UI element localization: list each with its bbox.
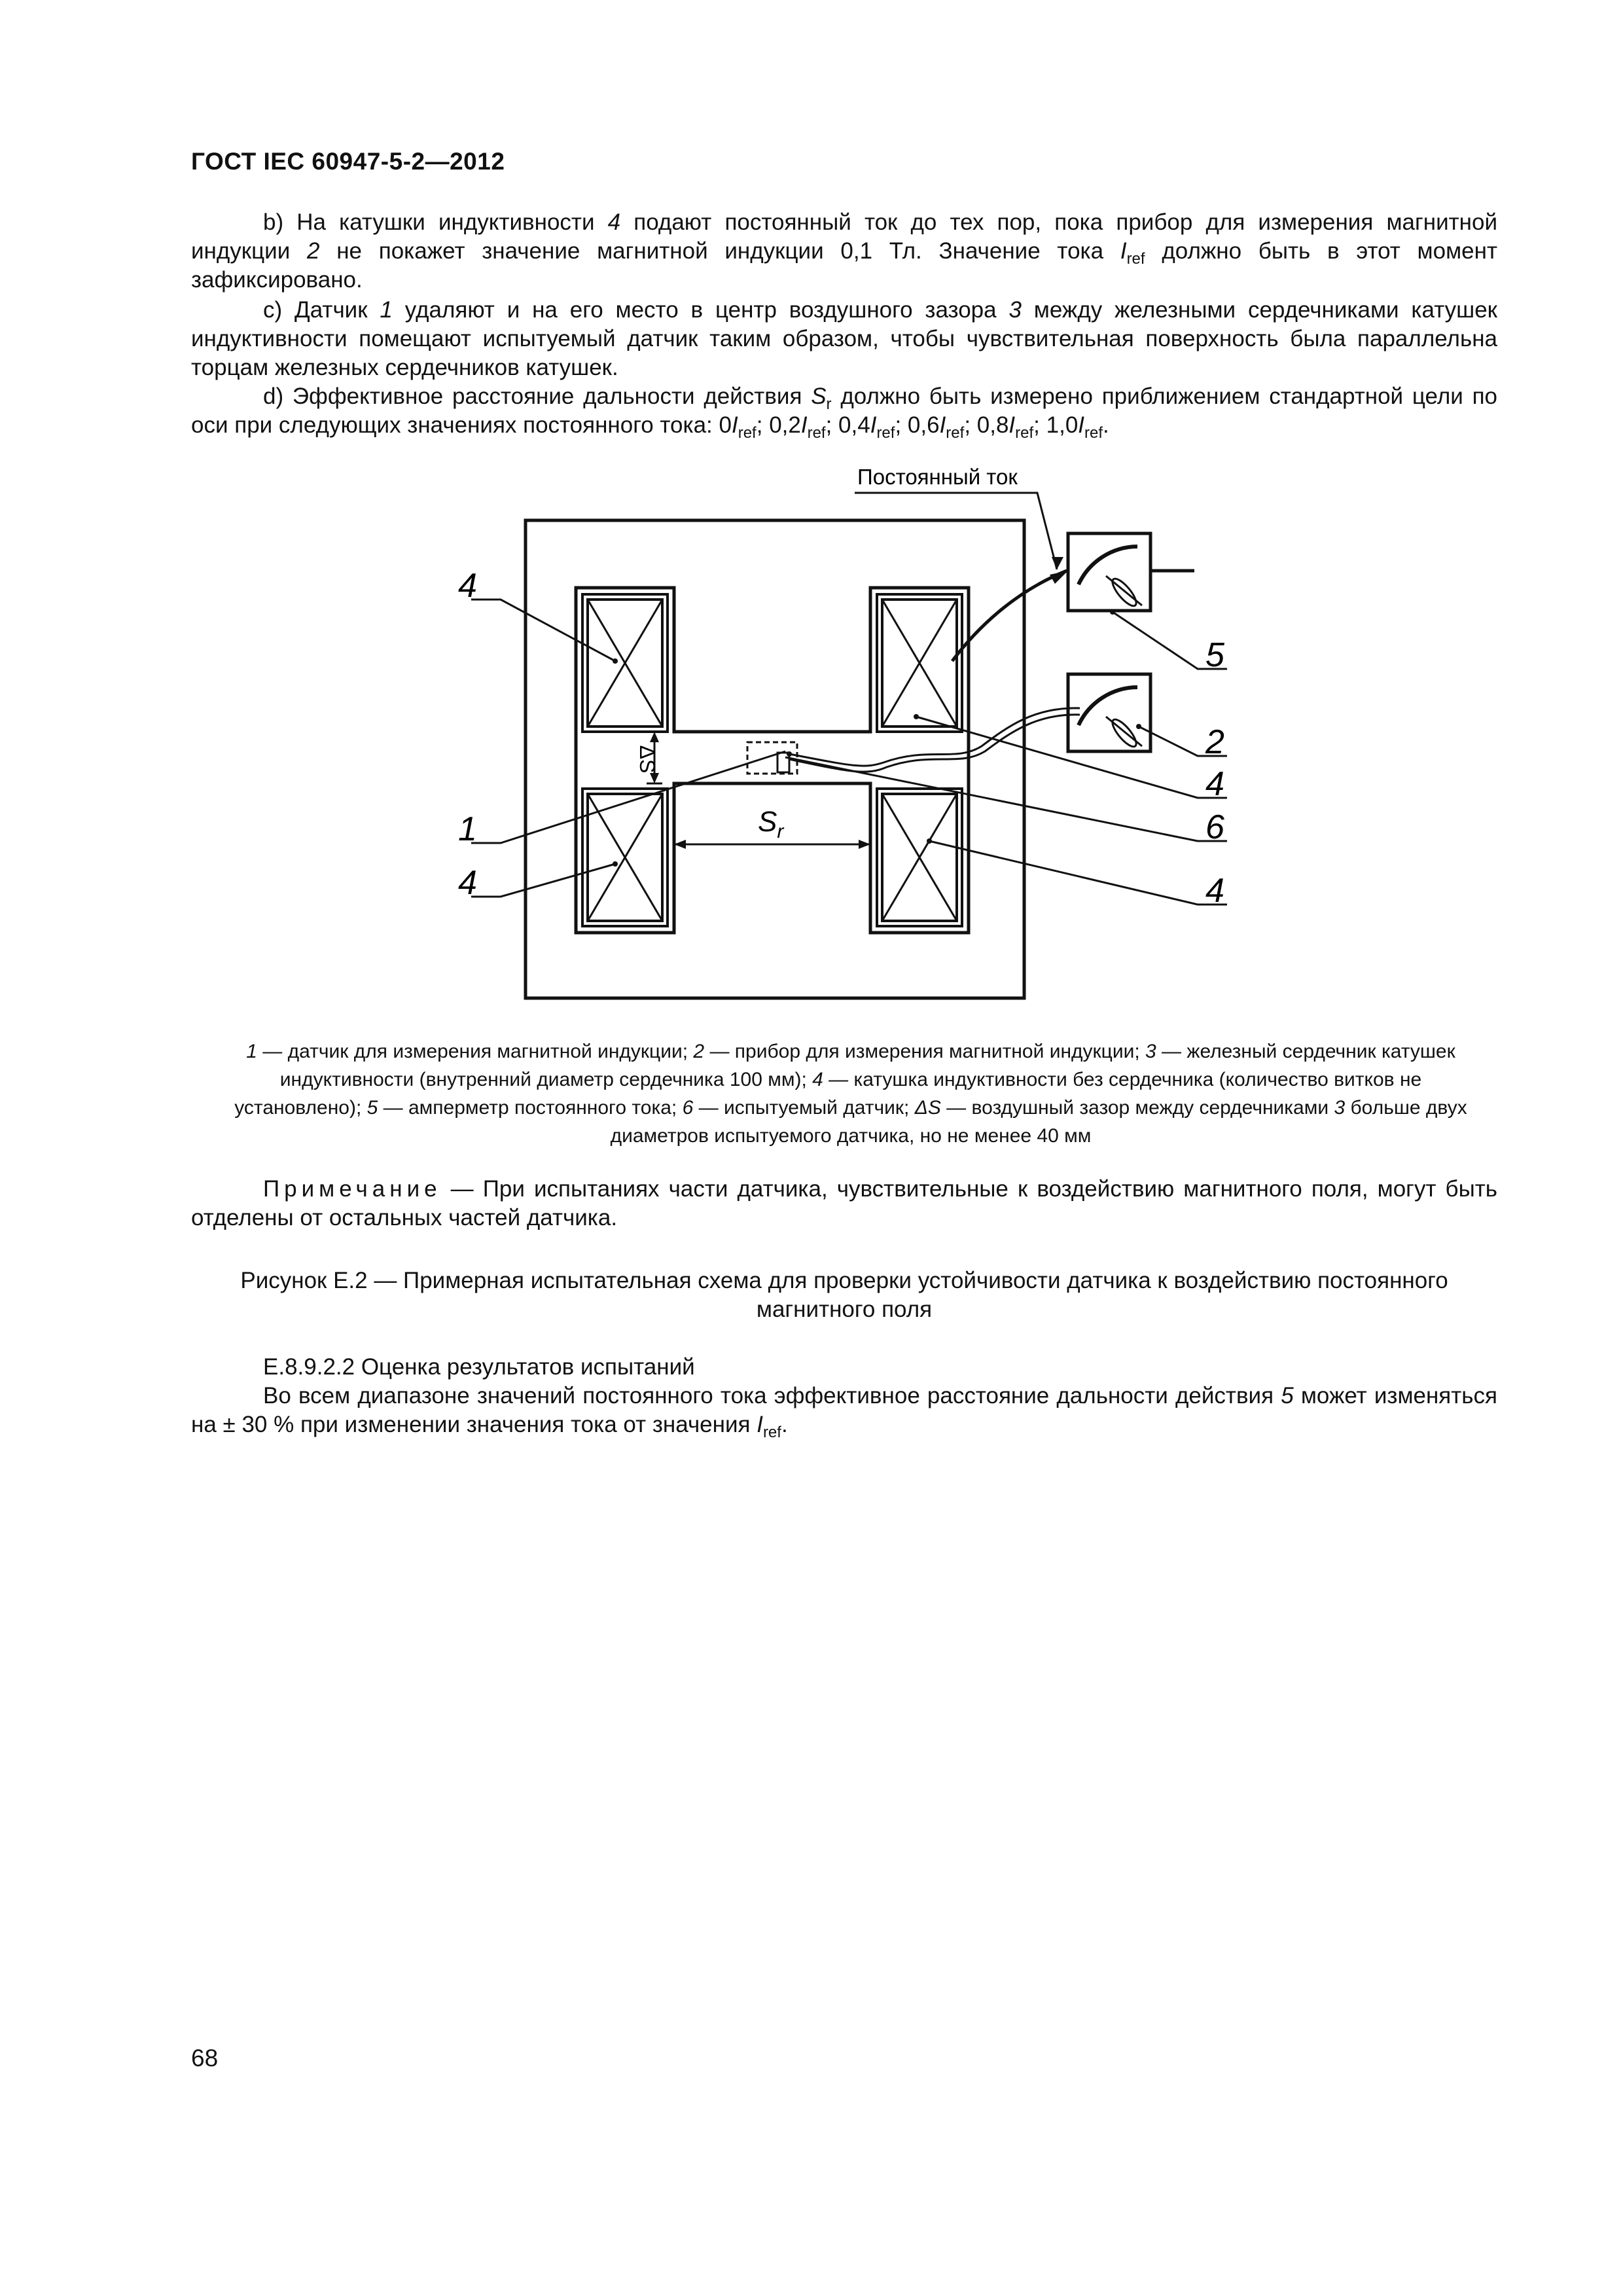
document-header: ГОСТ IEC 60947-5-2—2012	[191, 148, 505, 175]
current-symbol: I	[731, 412, 738, 438]
paragraph-c: c) Датчик 1 удаляют и на его место в центр воздушного зазора 3 между железными сердечниками катушек индуктивности помещают испытуемый датчик таким образом, чтобы чувствительная поверхность была параллельна торцам железных сердечников катушек.	[191, 297, 1497, 380]
current-symbol-subscript: ref	[1084, 424, 1103, 442]
current-values-list: $0I_{ref}$; $0,2I_{ref}$; $0,4I_{ref}$; $0,6I_{ref}$; $0,8I_{ref}$; $1,0I_{ref}$	[719, 412, 1103, 442]
section-heading: Е.8.9.2.2 Оценка результатов испытаний	[263, 1354, 695, 1380]
current-value: 0,2	[769, 412, 801, 438]
current-symbol: I	[1008, 412, 1016, 438]
ammeter-5	[1068, 533, 1150, 611]
current-value: 0,6	[907, 412, 940, 438]
coil-top-right	[877, 594, 962, 732]
callout-1: 1	[458, 810, 477, 848]
note: Примечание — При испытаниях части датчика, чувствительные к воздействию магнитного поля, могут быть отделены от остальных частей датчика.	[191, 1176, 1497, 1230]
current-symbol-subscript: ref	[738, 424, 757, 442]
callout-4-bottom-right: 4	[1205, 872, 1224, 910]
current-value: 1,0	[1046, 412, 1079, 438]
current-symbol: I	[939, 412, 946, 438]
callout-6: 6	[1205, 808, 1224, 846]
section-body: Во всем диапазоне значений постоянного тока эффективное расстояние дальности действия 5 может изменяться на ± 30 % при изменении значения тока от значения $I_{ref}$.	[191, 1383, 1497, 1441]
delta-s-label: ΔS	[635, 745, 659, 774]
callout-4-top-right: 4	[1205, 765, 1224, 803]
paragraph-d: d) Эффективное расстояние дальности действия $S_r$ должно быть измерено приближением стандартной цели по оси при следующих значениях постоянного тока: $0I_{ref}$; $0,2I_{ref}$; $0,4I_{ref}$; $0,6I_{ref}$; $0,8I_{ref}$; $1,0I_{ref}$.	[191, 384, 1497, 442]
current-symbol-subscript: ref	[876, 424, 895, 442]
callout-5: 5	[1205, 636, 1224, 674]
sr-label: $S_r$	[758, 806, 784, 842]
meter-2	[1068, 674, 1150, 751]
test-setup-diagram	[419, 452, 1283, 1014]
callout-4-top-left: 4	[458, 567, 477, 605]
dc-label: Постоянный ток	[857, 465, 1018, 489]
current-value: 0,4	[838, 412, 870, 438]
figure-legend: 1 — датчик для измерения магнитной индукции; 2 — прибор для измерения магнитной индукции; 3 — железный сердечник катушек индуктивности (внутренний диаметр сердечника 100 мм); 4 — катушка индуктивности без сердечника (количество витков не установлено); 5 — амперметр постоянного тока; 6 — испытуемый датчик; ΔS — воздушный зазор между сердечниками 3 больше двух диаметров испытуемого датчика, но не менее 40 мм	[234, 1041, 1467, 1147]
current-symbol: I	[800, 412, 808, 438]
callout-numbers	[458, 567, 1225, 910]
dc-leader	[855, 493, 1057, 569]
current-symbol-subscript: ref	[1015, 424, 1034, 442]
callout-4-bottom-left: 4	[458, 864, 477, 902]
iron-core-3	[576, 588, 969, 933]
current-symbol-subscript: ref	[807, 424, 826, 442]
coil-top-left	[582, 594, 668, 732]
paragraph-b: b) На катушки индуктивности 4 подают постоянный ток до тех пор, пока прибор для измерения магнитной индукции 2 не покажет значение магнитной индукции 0,1 Тл. Значение тока $I_{ref}$ должно быть в этот момент зафиксировано.	[191, 209, 1497, 293]
current-value: 0	[719, 412, 732, 438]
callout-2: 2	[1205, 723, 1224, 761]
current-symbol: I	[870, 412, 877, 438]
current-symbol: I	[1078, 412, 1085, 438]
page-number: 68	[191, 2045, 219, 2072]
figure-title: Рисунок Е.2 — Примерная испытательная схема для проверки устойчивости датчика к воздействию постоянного магнитного поля	[240, 1268, 1448, 1322]
sensor-cable	[789, 708, 1080, 766]
current-symbol-subscript: ref	[946, 424, 965, 442]
coil-bottom-left	[582, 789, 668, 926]
coil-bottom-right	[877, 789, 962, 926]
current-value: 0,8	[976, 412, 1009, 438]
